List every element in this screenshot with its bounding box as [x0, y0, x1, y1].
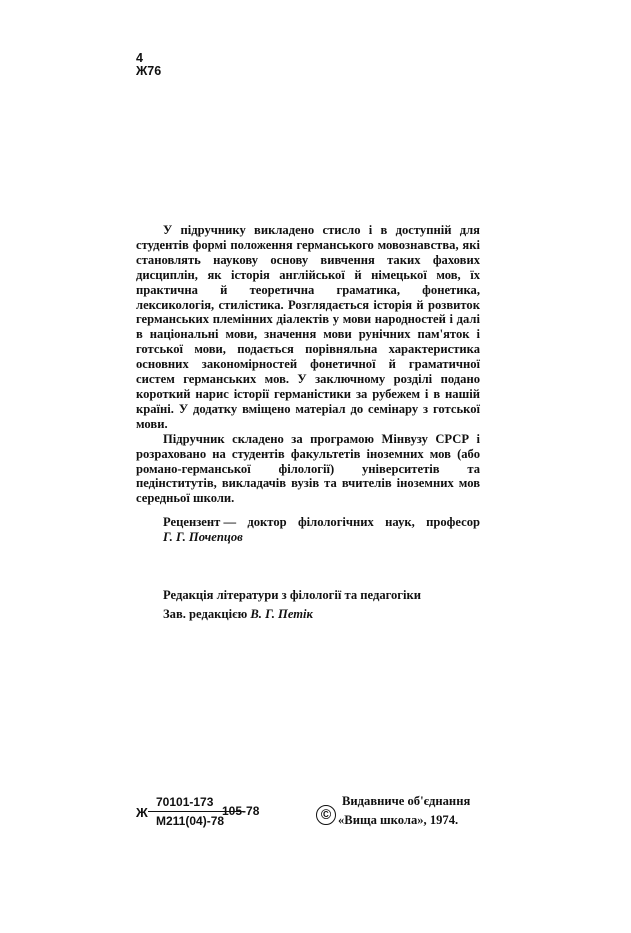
copyright-icon: ©	[316, 805, 336, 825]
editorial-office: Редакція літератури з філології та педагогіки	[163, 588, 422, 602]
editor-line	[163, 605, 493, 624]
editor-label: Зав. редакцією	[163, 607, 248, 621]
abstract-paragraph: Підручник складено за програмою Мінвузу СРСР і розраховано на студентів факультетів іноземних мов (або романо-германської філології) університетів та педінститутів, викладачів вузів та вчителів іноземних мов середньої школи.	[136, 431, 480, 506]
abstract	[136, 223, 480, 506]
editor-name: В. Г. Петік	[250, 607, 313, 621]
author-mark: Ж76	[136, 64, 162, 78]
catalog-numerator: 70101-173	[156, 795, 214, 809]
catalog-letter: Ж	[136, 805, 148, 820]
publisher-imprint-year: «Вища школа», 1974.	[338, 813, 459, 827]
reviewer-word: наук,	[385, 515, 415, 529]
reviewer-credentials	[163, 515, 480, 530]
udc-number: 4	[136, 51, 143, 65]
catalog-code	[136, 795, 286, 835]
reviewer-label: Рецензент —	[163, 515, 237, 529]
classification-index	[136, 52, 161, 78]
abstract-paragraph: У підручнику викладено стисло і в доступній для студентів формі положення германського мовознавства, які становлять наукову основу вивчення таких фахових дисциплін, як історія англійської й німецької мов, їх практична й теоретична граматика, фонетика, лексикологія, стилістика. Розглядається історія й розвиток германських племінних діалектів у мови народностей і далі в національні мови, значення мови рунічних пам'яток і готської мови, подається порівняльна характеристика основних закономірностей фонетичної й граматичної систем германських мов. У заключному розділі подано короткий нарис історії германістики за рубежем і в нашій країні. У додатку вміщено матеріал до семінару з готської мови.	[136, 223, 480, 431]
reviewer-block	[163, 515, 480, 545]
catalog-denominator: М211(04)-78	[156, 814, 225, 828]
reviewer-word: професор	[426, 515, 480, 529]
publisher-imprint	[316, 794, 496, 834]
reviewer-word: доктор	[247, 515, 287, 529]
editorial-block	[163, 586, 493, 624]
reviewer-word: філологічних	[297, 515, 374, 529]
catalog-suffix: 105-78	[222, 804, 260, 818]
publisher-name: Видавниче об'єднання	[342, 794, 471, 808]
reviewer-name: Г. Г. Почепцов	[163, 530, 243, 544]
